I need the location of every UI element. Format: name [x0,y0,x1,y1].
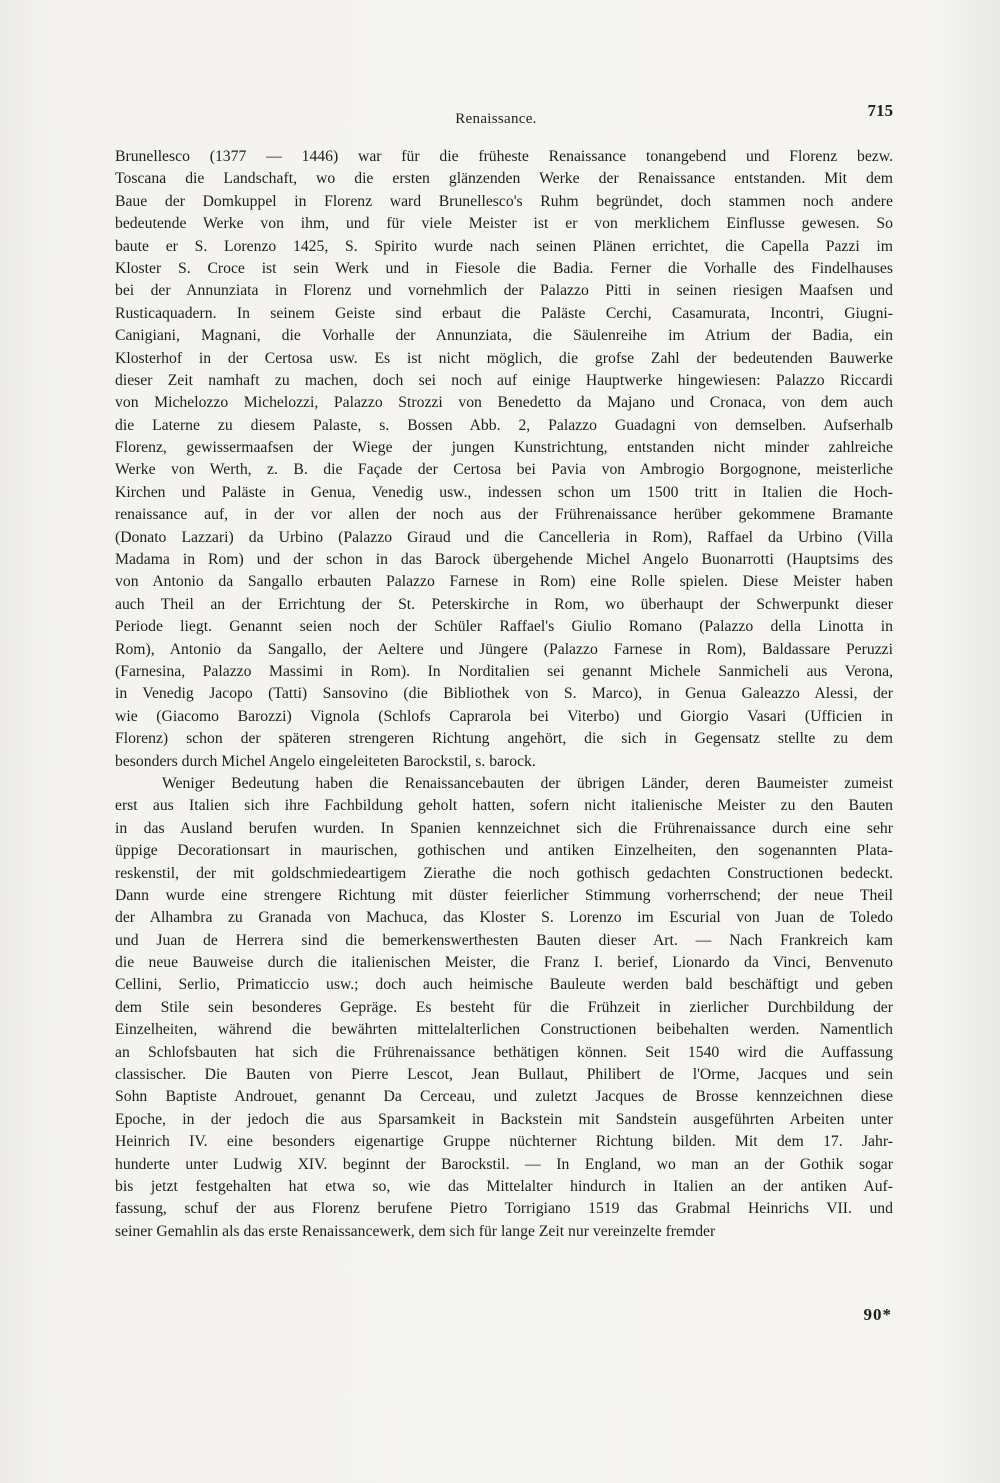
text-line: der Alhambra zu Granada von Machuca, das Kloster S. Lorenzo im Escurial von Juan de Toledo [115,909,893,927]
text-line: Klosterhof in der Certosa usw. Es ist nicht möglich, die grofse Zahl der bedeutenden Bauwerke [115,349,893,367]
text-line: Brunellesco (1377 — 1446) war für die früheste Renaissance tonangebend und Florenz bezw. [115,148,893,165]
text-line: Cellini, Serlio, Primaticcio usw.; doch auch heimische Bauleute werden bald beschäftigt und geben [115,976,893,994]
text-line: Epoche, in der jedoch die aus Sparsamkeit in Backstein mit Sandstein ausgeführten Arbeiten unter [115,1110,893,1128]
text-line: dieser Zeit namhaft zu machen, doch sei noch auf einige Hauptwerke hingewiesen: Palazzo Riccardi [115,371,893,389]
text-line: die Laterne zu diesem Palaste, s. Bossen Abb. 2, Palazzo Guadagni von demselben. Aufserhalb [115,416,893,434]
text-line: besonders durch Michel Angelo eingeleiteten Barockstil, s. barock. [115,752,536,770]
text-line: renaissance auf, in der vor allen der noch aus der Frührenaissance herüber gekommene Bramante [115,506,893,524]
text-line: hunderte unter Ludwig XIV. beginnt der Barockstil. — In England, wo man an der Gothik sogar [115,1155,893,1173]
text-line: bis jetzt festgehalten hat etwa so, wie das Mittelalter hindurch in Italien an der antiken Auf- [115,1177,893,1195]
body-text [115,146,893,1243]
text-line: Rom), Antonio da Sangallo, der Aeltere und Jüngere (Palazzo Farnese in Rom), Baldassare Peruzzi [115,640,893,658]
text-line: Werke von Werth, z. B. die Façade der Certosa bei Pavia von Ambrogio Borgognone, meisterliche [115,461,893,479]
text-line: Dann wurde eine strengere Richtung mit düster feierlicher Stimmung vorherrschend; der neue Theil [115,886,893,904]
text-line: Canigiani, Magnani, die Vorhalle der Annunziata, die Säulenreihe im Atrium der Badia, ein [115,327,893,345]
text-line: an Schlofsbauten hat sich die Frührenaissance bethätigen können. Seit 1540 wird die Auffassung [115,1043,893,1061]
paragraph-1 [115,146,893,773]
text-line: (Farnesina, Palazzo Massimi in Rom). In Norditalien sei genannt Michele Sanmicheli aus Verona, [115,662,893,680]
text-line: und Juan de Herrera sind die bemerkenswerthesten Bauten dieser Art. — Nach Frankreich kam [115,931,893,949]
text-line: classischer. Die Bauten von Pierre Lescot, Jean Bullaut, Philibert de l'Orme, Jacques und sein [115,1066,893,1084]
text-line: reskenstil, der mit goldschmiedeartigem Zierathe die noch gothisch gedachten Constructionen bedeckt. [115,864,893,882]
text-line: Periode liegt. Genannt seien noch der Schüler Raffael's Giulio Romano (Palazzo della Linotta in [115,618,893,636]
text-line: in das Ausland berufen wurden. In Spanien kennzeichnet sich die Frührenaissance durch eine sehr [115,819,893,837]
text-line: Florenz, gewissermaafsen der Wiege der jungen Kunstrichtung, entstanden nicht minder zahlreiche [115,439,893,457]
text-line: in Venedig Jacopo (Tatti) Sansovino (die Bibliothek von S. Marco), in Genua Galeazzo Alessi, der [115,685,893,703]
text-line: Madama in Rom) und der schon in das Barock übergehende Michel Angelo Buonarrotti (Hauptsims des [115,551,893,569]
text-line: wie (Giacomo Barozzi) Vignola (Schlofs Caprarola bei Viterbo) und Giorgio Vasari (Ufficien in [115,707,893,725]
text-line: erst aus Italien sich ihre Fachbildung geholt hatten, sofern nicht italienische Meister zu den Bauten [115,797,893,815]
text-line: Heinrich IV. eine besonders eigenartige Gruppe nüchterner Richtung bilden. Mit dem 17. Jahr- [115,1133,893,1151]
text-line: baute er S. Lorenzo 1425, S. Spirito wurde nach seinen Plänen errichtet, die Capella Pazzi im [115,237,893,255]
text-line: von Michelozzo Michelozzi, Palazzo Strozzi von Benedetto da Majano und Cronaca, von dem auch [115,394,893,412]
text-line: fassung, schuf der aus Florenz berufene Pietro Torrigiano 1519 das Grabmal Heinrichs VII. und [115,1200,893,1218]
text-line: dem Stile sein besonderes Gepräge. Es besteht für die Frühzeit in zierlicher Durchbildung der [115,998,893,1016]
text-line: seiner Gemahlin als das erste Renaissancewerk, dem sich für lange Zeit nur vereinzelte fremder [115,1222,716,1240]
text-line: Florenz) schon der späteren strengeren Richtung angehört, die sich in Gegensatz stellte zu dem [115,730,893,748]
paragraph-2 [115,773,893,1243]
running-title: Renaissance. [455,111,537,127]
text-line: Kirchen und Paläste in Genua, Venedig usw., indessen schon um 1500 tritt in Italien die Hoch- [115,483,893,501]
text-line: Weniger Bedeutung haben die Renaissancebauten der übrigen Länder, deren Baumeister zumeist [162,774,893,792]
text-line: Sohn Baptiste Androuet, genannt Da Cerceau, und zuletzt Jacques de Brosse kennzeichnen diese [115,1088,893,1106]
text-line: Einzelheiten, während die bewährten mittelalterlichen Constructionen beibehalten werden. Namentlich [115,1021,893,1039]
text-line: Rusticaquadern. In seinem Geiste sind erbaut die Paläste Cerchi, Casamurata, Incontri, Giugni- [115,304,893,322]
text-line: Baue der Domkuppel in Florenz ward Brunellesco's Ruhm begründet, doch stammen noch andere [115,192,893,210]
text-line: auch Theil an der Errichtung der St. Peterskirche in Rom, wo überhaupt der Schwerpunkt dieser [115,595,893,613]
text-line: die neue Bauweise durch die italienischen Meister, die Franz I. berief, Lionardo da Vinci, Benvenuto [115,954,893,972]
text-line: von Antonio da Sangallo erbauten Palazzo Farnese in Rom) eine Rolle spielen. Diese Meister haben [115,573,893,591]
text-line: üppige Decorationsart in maurischen, gothischen und antiken Einzelheiten, den sogenannten Plata- [115,842,893,860]
text-line: (Donato Lazzari) da Urbino (Palazzo Giraud und die Cancelleria in Rom), Raffael da Urbino (Villa [115,528,893,546]
text-line: Kloster S. Croce ist sein Werk und in Fiesole die Badia. Ferner die Vorhalle des Findelhauses [115,259,893,277]
text-line: Toscana die Landschaft, wo die ersten glänzenden Werke der Renaissance entstanden. Mit dem [115,170,893,188]
text-line: bedeutende Werke von ihm, und für viele Meister ist er von merklichem Einflusse gewesen. So [115,215,893,233]
page-number: 715 [867,101,893,120]
signature-mark: 90* [863,1305,892,1324]
text-line: bei der Annunziata in Florenz und vornehmlich der Palazzo Pitti in seinen riesigen Maafsen und [115,282,893,300]
